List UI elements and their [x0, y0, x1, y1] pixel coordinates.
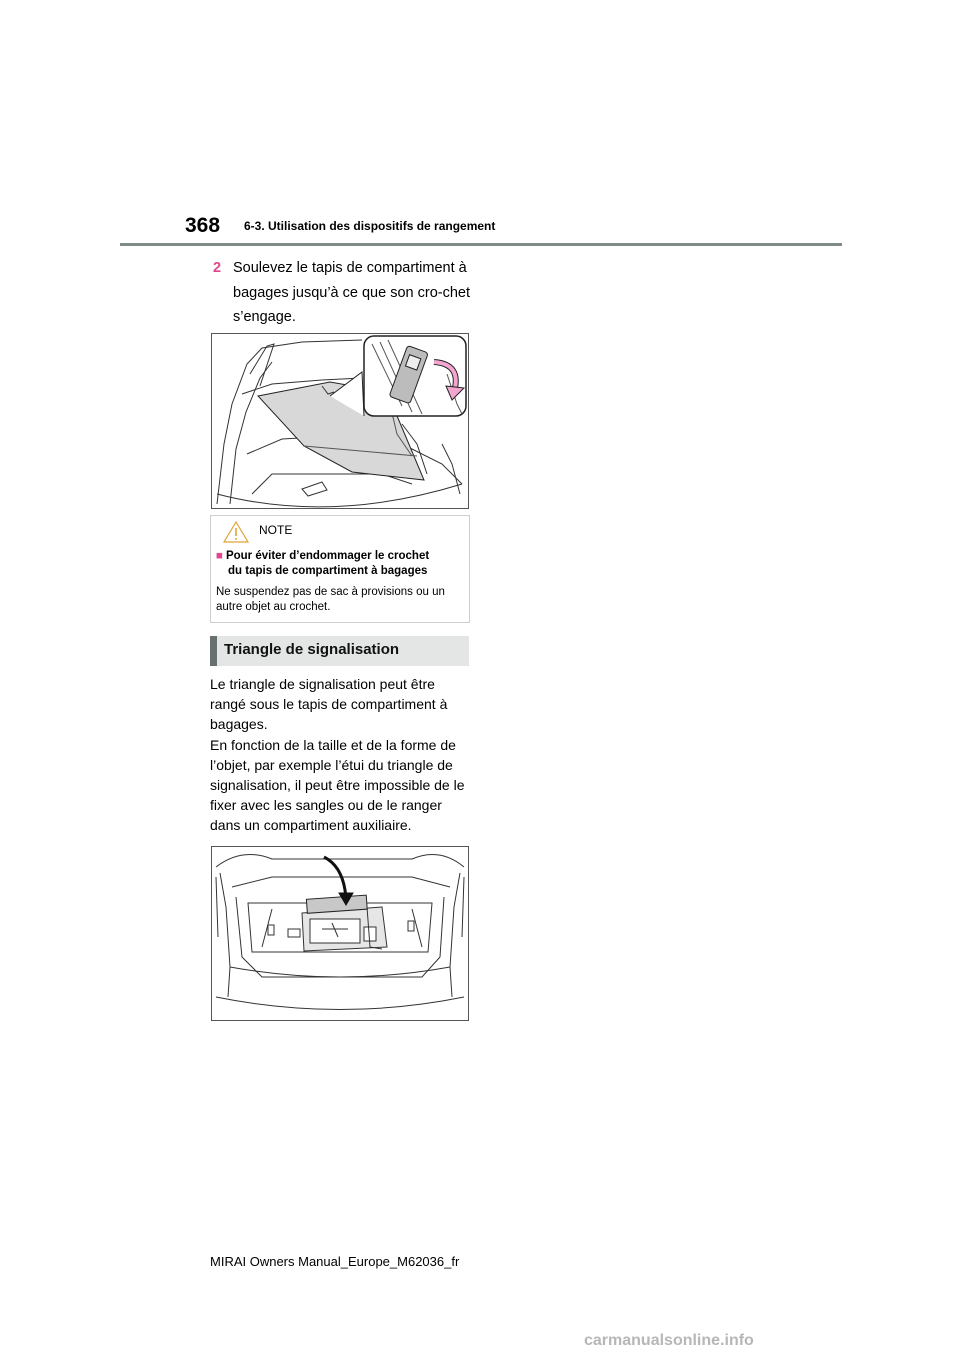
paragraph-size-warning: En fonction de la taille et de la forme de l’objet, par exemple l’étui du triangle de signalisation, il peut être impossible de le fixer avec les sangles ou de le ranger dans un compartiment auxiliaire.: [210, 737, 465, 833]
section-header: 6-3. Utilisation des dispositifs de rangement: [244, 219, 496, 233]
note-heading-line1: Pour éviter d’endommager le crochet: [225, 550, 430, 562]
note-body: Ne suspendez pas de sac à provisions ou un autre objet au crochet.: [216, 586, 445, 613]
note-heading: [216, 549, 464, 579]
footer-manual-id: MIRAI Owners Manual_Europe_M62036_fr: [210, 1254, 460, 1269]
step-number: 2: [213, 260, 222, 276]
warning-triangle-storage-illustration: [211, 846, 469, 1021]
square-bullet-icon: ■: [216, 550, 223, 562]
watermark: carmanualsonline.info: [584, 1332, 754, 1349]
section-title: Triangle de signalisation: [224, 641, 400, 658]
warning-triangle-icon: [223, 521, 249, 543]
section-title-bar: [210, 636, 469, 666]
step-2: [213, 256, 471, 330]
header-rule: [120, 243, 842, 246]
note-heading-line2: du tapis de compartiment à bagages: [228, 565, 428, 577]
page-number: 368: [185, 214, 221, 237]
note-box: [210, 515, 470, 623]
luggage-tray-hook-illustration: [211, 333, 469, 509]
note-label: NOTE: [259, 523, 293, 537]
section-accent: [210, 636, 217, 666]
step-text: Soulevez le tapis de compartiment à bagages jusqu’à ce que son cro-chet s’engage.: [233, 260, 470, 325]
paragraph-storage: Le triangle de signalisation peut être rangé sous le tapis de compartiment à bagages.: [210, 676, 448, 732]
